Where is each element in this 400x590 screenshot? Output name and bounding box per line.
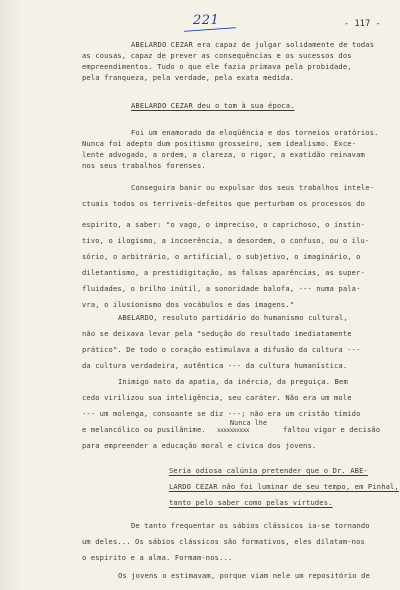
text-line: Os jovens o estimavam, porque viam nele um repositório de [118, 571, 370, 580]
text-line: ABELARDO CEZAR era capaz de julgar solidamente de todas [131, 40, 375, 49]
text-line: prático". De todo o coração estimulava a difusão da cultura --- [82, 345, 361, 354]
text-line: faltou vigor e decisão [283, 425, 381, 434]
text-line: as cousas, capaz de prever as consequências e os sucessos dos [82, 51, 352, 60]
page-number: - 117 - [344, 19, 381, 29]
underlined-passage-line: Seria odiosa calúnia pretender que o Dr. ABE- [169, 466, 368, 475]
text-line: --- um molenga, consoante se diz ---; não era um cristão tímido [82, 409, 361, 418]
text-line: espirito, a saber: "o vago, o impreciso, o caprichoso, o instin- [82, 220, 365, 229]
text-line: sório, o arbitrário, o artificial, o subjetivo, o imaginário, o [82, 252, 361, 261]
text-line: lente advogado, a ordem, a clareza, o rigor, a exatidão reinavam [82, 150, 365, 159]
handwritten-page-number: 221 [193, 13, 220, 28]
text-line: nos seus trabalhos forenses. [82, 161, 206, 170]
paper-edge-shadow [0, 0, 22, 590]
text-line: Conseguira banir ou expulsar dos seus trabalhos intele- [131, 183, 375, 192]
underlined-heading: ABELARDO CEZAR deu o tom à sua época. [131, 101, 295, 110]
text-line: da cultura verdadeira, autêntica --- da cultura humanística. [82, 361, 348, 370]
text-line: e melancólico ou pusilânime. [82, 425, 206, 434]
text-line: para empreender a educação moral e cívica dos jovens. [82, 441, 317, 450]
underlined-passage-line: LARDO CEZAR não foi luminar de seu tempo, em Pinhal, [169, 482, 399, 491]
text-line: tivo, o ilogismo, a incoerência, a desordem, o confuso, ou o ilu- [82, 236, 370, 245]
text-line: Nunca foi adepto dum positismo grosseiro, sem idealismo. Exce- [82, 139, 357, 148]
text-line: ctuais todos os terriveis-defeitos que perturbam os processos do [82, 199, 365, 208]
text-line: pela franqueza, pela verdade, pela exata medida. [82, 73, 295, 82]
text-line: diletantismo, a prestidigitação, as falsas aparências, as super- [82, 268, 365, 277]
underlined-passage-line: tanto pelo saber como pelas virtudes. [169, 498, 333, 507]
text-line: não se deixava levar pela "sedução do resultado imediatamente [82, 329, 352, 338]
text-line: fluidades, o brilho inútil, a sonoridade balofa, --- numa pala- [82, 284, 361, 293]
text-line: empreendimentos. Tudo o que ele fazia primava pela probidade, [82, 62, 352, 71]
text-line: Inimigo nato da apatia, da inércia, da preguiça. Bem [118, 377, 348, 386]
text-line: um deles... Os sábios clássicos são formativos, eles dilatam-nos [82, 537, 365, 546]
text-line: cedo virilizou sua inteligência, seu caráter. Não era um mole [82, 393, 352, 402]
text-line: vra, o ilusionismo dos vocábulos e das imagens." [82, 300, 295, 309]
text-line: Foi um enamorado da eloqüência e dos torneios oratórios. [131, 128, 379, 137]
text-line: De tanto frequentar os sábios clássicos ia-se tornando [131, 521, 370, 530]
struck-out-text: xxxxxxxxxx [217, 427, 250, 434]
text-line: o espirito e a alma. Formam-nos... [82, 553, 233, 562]
text-line: ABELARDO, resoluto partidário do humanismo cultural, [118, 313, 348, 322]
inserted-correction: Nunca lhe [230, 419, 268, 427]
